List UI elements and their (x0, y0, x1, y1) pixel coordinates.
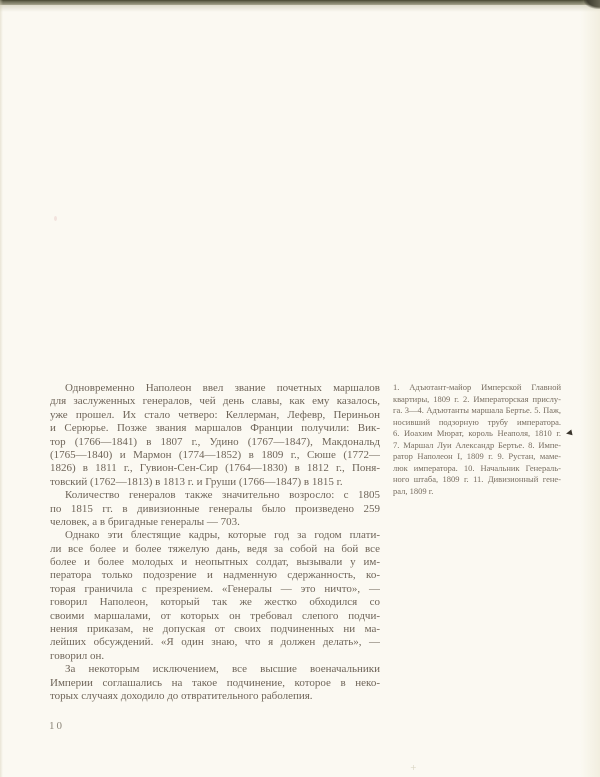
text-line: За некоторым исключением, все высшие военачальники (65, 663, 380, 676)
text-line: Империи соглашались на такое подчинение, которое в неко- (50, 676, 380, 689)
scan-shade-right (580, 0, 600, 777)
text-line: лейших обсуждений. «Я один знаю, что я должен делать», — (50, 636, 380, 649)
scan-artifact-plus: + (410, 763, 417, 772)
text-line: уже прошел. Их стало четверо: Келлерман, Лефевр, Периньон (50, 408, 380, 421)
paragraph (50, 382, 380, 489)
paragraph (50, 489, 380, 529)
paragraph (50, 529, 380, 663)
text-line: по 1815 гг. в дивизионные генералы было произведено 259 (50, 502, 380, 515)
caption-column (393, 382, 561, 497)
text-line: носивший подзорную трубу императора. (393, 416, 561, 427)
text-line: квартиры, 1809 г. 2. Императорская прислу- (393, 393, 561, 404)
text-line: Одновременно Наполеон ввел звание почетных маршалов (65, 382, 380, 394)
text-line: 1826) в 1811 г., Гувион-Сен-Сир (1764—1830) в 1812 г., Поня- (50, 462, 380, 475)
page-number: 10 (49, 720, 64, 732)
text-line: 7. Маршал Луи Александр Бертье. 8. Импе- (393, 439, 561, 450)
text-line: своими маршалами, от которых он требовал слепого подчи- (50, 609, 380, 622)
text-line: (1765—1840) и Мармон (1774—1852) в 1809 г., Сюше (1772— (50, 448, 380, 461)
scan-artifact-dot (54, 216, 57, 221)
text-line: говорил он. (50, 649, 105, 662)
scan-edge-shadow (0, 5, 600, 12)
text-line: 1. Адъютант-майор Имперской Главной (393, 382, 561, 392)
paragraph (50, 663, 380, 703)
text-line: 6. Иоахим Мюрат, король Неаполя, 1810 г. (393, 428, 561, 438)
caption-pointer-icon (565, 429, 572, 436)
scan-edge-left (0, 0, 3, 777)
text-line: говорил Наполеон, который так же жестко обходился со (50, 596, 380, 609)
text-line: ратор Наполеон I, 1809 г. 9. Рустан, маме- (393, 451, 561, 461)
text-line: Однако эти блестящие кадры, которые год за годом плати- (65, 529, 380, 542)
text-line: ператора только подозрение и надменную сдержанность, ко- (50, 569, 380, 582)
text-line: га. 3—4. Адъютанты маршала Бертье. 5. Паж, (393, 405, 561, 415)
text-line: люк императора. 10. Начальник Генераль- (393, 462, 561, 473)
text-line: торая граничила с презрением. «Генералы — это ничто», — (50, 582, 380, 595)
text-line: ли все более и более тяжелую дань, ведя за собой на бой все (50, 542, 380, 555)
text-line: нения приказам, не допуская от своих подчиненных ни ма- (50, 623, 380, 636)
text-line: рал, 1809 г. (393, 485, 434, 496)
paragraph (393, 382, 561, 497)
text-line: и Серюрье. Позже звания маршалов Франции получили: Вик- (50, 422, 380, 435)
text-line: для заслуженных генералов, чей день славы, как ему казалось, (50, 395, 380, 408)
text-line: более и более молодых и неопытных солдат, вызывали у им- (50, 556, 380, 569)
text-line: тор (1766—1841) в 1807 г., Удино (1767—1847), Макдональд (50, 435, 380, 448)
text-line: Количество генералов также значительно возросло: с 1805 (65, 489, 380, 502)
body-text-column (50, 382, 380, 703)
text-line: торых случаях доходило до отвратительного раболепия. (50, 689, 313, 702)
text-line: человек, а в бригадные генералы — 703. (50, 515, 240, 528)
text-line: товский (1762—1813) в 1813 г. и Груши (1766—1847) в 1815 г. (50, 475, 343, 488)
text-line: ного штаба, 1809 г. 11. Дивизионный гене- (393, 474, 561, 484)
